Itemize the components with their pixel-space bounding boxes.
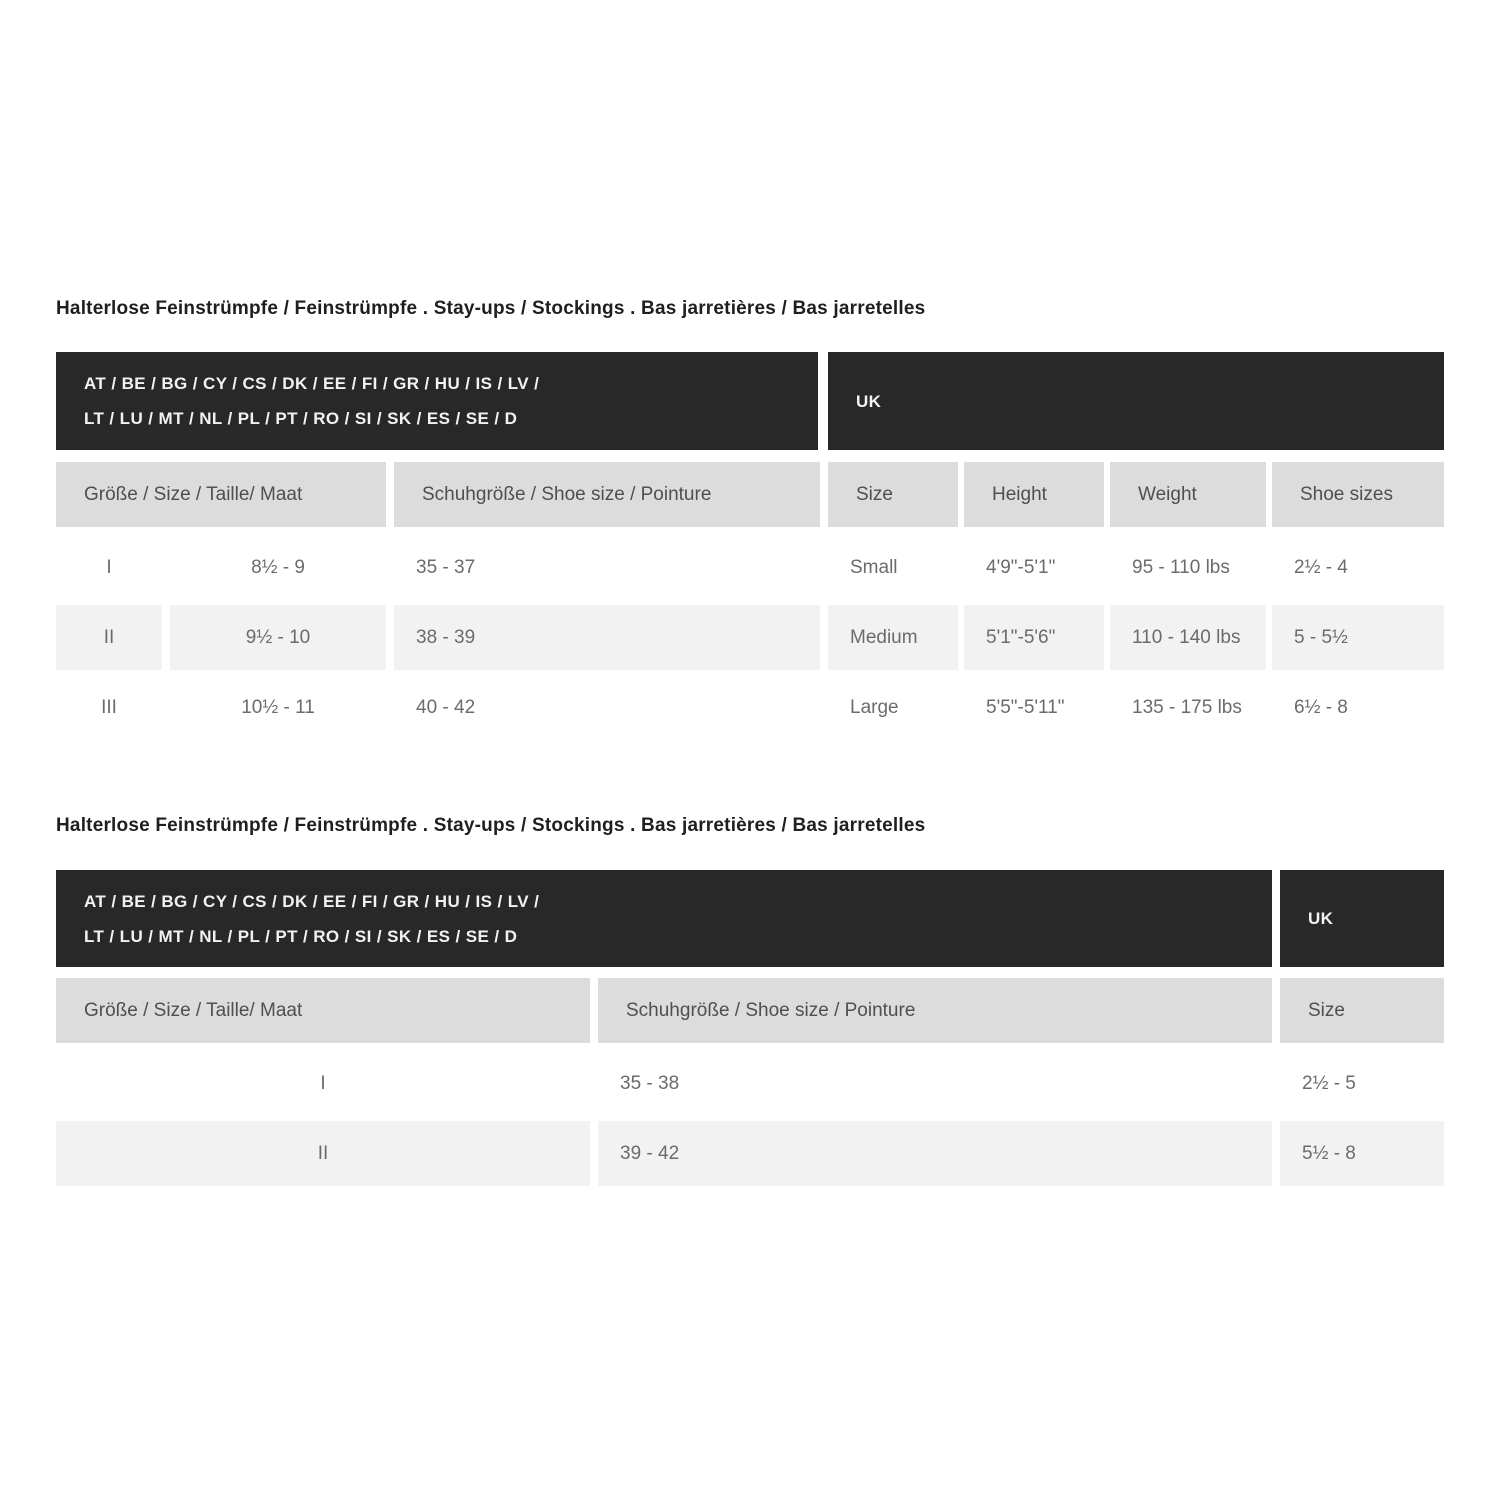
- cell-uk-shoe-sizes: 6½ - 8: [1294, 696, 1348, 718]
- section2-title: Halterlose Feinstrümpfe / Feinstrümpfe . Stay-ups / Stockings . Bas jarretières / Bas jarretelles: [56, 815, 926, 836]
- cell-shoe-size: 40 - 42: [416, 696, 476, 718]
- cell-size-range: 9½ - 10: [170, 605, 386, 670]
- cell-size: II: [56, 605, 162, 670]
- col-header-shoe-size: Schuhgröße / Shoe size / Pointure: [394, 462, 820, 527]
- section1-title: Halterlose Feinstrümpfe / Feinstrümpfe . Stay-ups / Stockings . Bas jarretières / Bas jarretelles: [56, 298, 926, 319]
- eu-countries-line2: LT / LU / MT / NL / PL / PT / RO / SI / SK / ES / SE / D: [84, 926, 518, 946]
- uk-header-label: UK: [1308, 909, 1334, 928]
- eu-countries-line2: LT / LU / MT / NL / PL / PT / RO / SI / SK / ES / SE / D: [84, 409, 518, 428]
- cell-uk-weight: 95 - 110 lbs: [1132, 556, 1230, 578]
- cell-uk-size: Medium: [828, 605, 958, 670]
- cell-size: I: [106, 556, 112, 578]
- cell-shoe-size: 35 - 38: [620, 1072, 680, 1094]
- cell-uk-height: 5'5"-5'11": [986, 696, 1065, 718]
- cell-size: III: [101, 696, 117, 718]
- cell-shoe-size: 38 - 39: [394, 605, 820, 670]
- cell-size-range: 8½ - 9: [251, 556, 305, 578]
- cell-size-range: 10½ - 11: [241, 696, 315, 718]
- section1-eu-countries-header: [56, 352, 818, 450]
- section1-column-header-row: [56, 462, 1444, 527]
- cell-uk-size: Small: [850, 556, 898, 578]
- uk-header-label: UK: [856, 391, 882, 411]
- table-row: [56, 675, 1444, 740]
- cell-uk-shoe-sizes: 2½ - 4: [1294, 556, 1348, 578]
- col-header-uk-weight: Weight: [1110, 462, 1266, 527]
- table-row: [56, 1051, 1444, 1116]
- col-header-shoe-size: Schuhgröße / Shoe size / Pointure: [598, 978, 1272, 1043]
- section2-uk-header: [1280, 870, 1444, 967]
- cell-uk-weight: 110 - 140 lbs: [1110, 605, 1266, 670]
- table-row: [56, 605, 1444, 670]
- col-header-uk-shoe-sizes: Shoe sizes: [1272, 462, 1444, 527]
- col-header-size: Größe / Size / Taille/ Maat: [56, 462, 386, 527]
- cell-shoe-size: 39 - 42: [598, 1121, 1272, 1186]
- cell-size: II: [56, 1121, 590, 1186]
- col-header-size: Größe / Size / Taille/ Maat: [56, 978, 590, 1043]
- eu-countries-line1: AT / BE / BG / CY / CS / DK / EE / FI / GR / HU / IS / LV /: [84, 891, 540, 911]
- col-header-uk-size: Size: [828, 462, 958, 527]
- cell-uk-height: 5'1"-5'6": [964, 605, 1104, 670]
- col-header-uk-height: Height: [964, 462, 1104, 527]
- cell-shoe-size: 35 - 37: [416, 556, 476, 578]
- col-header-uk-size: Size: [1280, 978, 1444, 1043]
- section2-column-header-row: [56, 978, 1444, 1043]
- cell-uk-shoe-sizes: 5 - 5½: [1272, 605, 1444, 670]
- eu-countries-line1: AT / BE / BG / CY / CS / DK / EE / FI / GR / HU / IS / LV /: [84, 374, 540, 393]
- cell-uk-shoe-sizes: 5½ - 8: [1280, 1121, 1444, 1186]
- cell-uk-weight: 135 - 175 lbs: [1132, 696, 1242, 718]
- cell-uk-shoe-sizes: 2½ - 5: [1302, 1072, 1356, 1094]
- table-row: [56, 1121, 1444, 1186]
- table-row: [56, 535, 1444, 600]
- section2-eu-countries-header: [56, 870, 1272, 967]
- section1-uk-header: [828, 352, 1444, 450]
- cell-uk-height: 4'9"-5'1": [986, 556, 1056, 578]
- cell-uk-size: Large: [850, 696, 899, 718]
- cell-size: I: [320, 1072, 326, 1094]
- section2-header-bar: [56, 870, 1444, 967]
- section1-header-bar: [56, 352, 1444, 450]
